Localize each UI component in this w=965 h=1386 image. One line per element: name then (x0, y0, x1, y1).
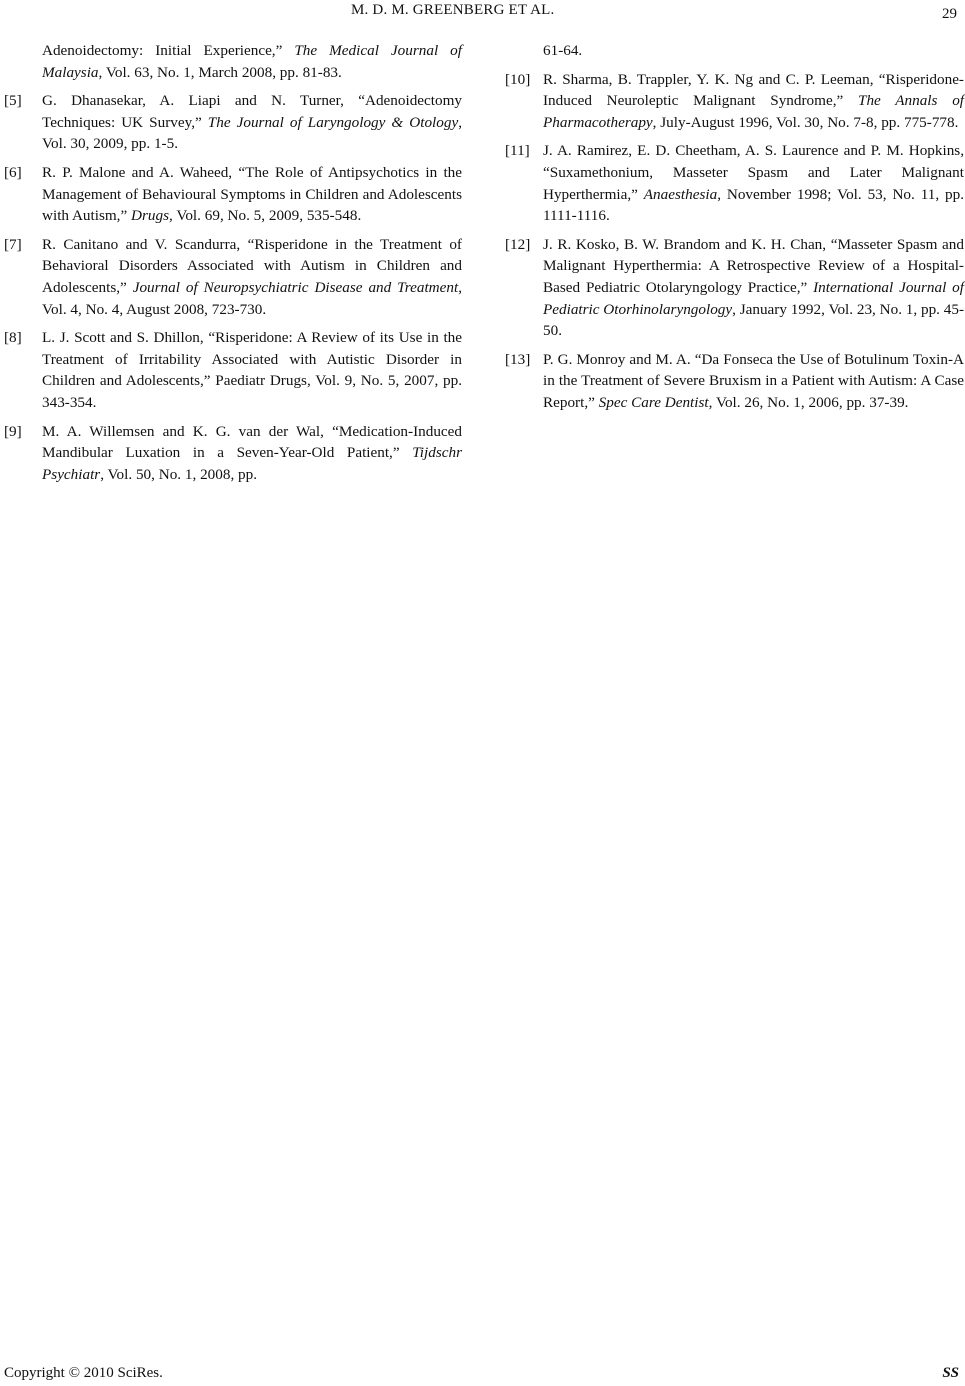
reference-body (42, 234, 462, 320)
reference-text: J. R. Kosko, B. W. Brandom and K. H. Chan, “Masseter Spasm and Malignant Hyperthermia: A Retrospective Review of a Hospital-Based Pediatric Otolaryngology Practice,” (543, 235, 964, 296)
reference-text: 61-64. (543, 42, 583, 59)
reference-text: R. Sharma, B. Trappler, Y. K. Ng and C. P. Leeman, “Risperidone-Induced Neuroleptic Malignant Syndrome,” (543, 70, 964, 110)
reference-continuation (505, 40, 964, 62)
reference-list (505, 69, 964, 414)
reference-continuation (4, 40, 462, 83)
reference-text: , July-August 1996, Vol. 30, No. 7-8, pp. 775-778. (652, 113, 959, 131)
reference-text: , Vol. 69, No. 5, 2009, 535-548. (169, 207, 362, 225)
reference-body (543, 234, 964, 342)
reference-text: , November 1998; Vol. 53, No. 11, pp. 1111-1116. (543, 185, 964, 225)
reference-source-title: Drugs (131, 207, 170, 225)
reference-text: Adenoidectomy: Initial Experience,” (42, 42, 295, 59)
page-header (0, 2, 965, 24)
reference-text: , Vol. 30, 2009, pp. 1-5. (42, 113, 462, 153)
page-footer (0, 1365, 965, 1385)
reference-item (505, 349, 964, 414)
reference-number: [13] (505, 350, 531, 368)
reference-text: J. A. Ramirez, E. D. Cheetham, A. S. Laurence and P. M. Hopkins, “Suxamethonium, Masseter Spasm and Later Malignant Hyperthermia,” (543, 142, 964, 203)
reference-item (4, 421, 462, 486)
reference-item (505, 140, 964, 226)
copyright-notice: Copyright © 2010 SciRes. (4, 1365, 163, 1381)
reference-number: [12] (505, 235, 531, 253)
left-column (4, 40, 462, 492)
reference-source-title: The Annals of Pharmacotherapy (543, 92, 965, 131)
reference-body (543, 349, 964, 414)
reference-text: P. G. Monroy and M. A. “Da Fonseca the Use of Botulinum Toxin-A in the Treatment of Severe Bruxism in a Patient with Autism: A Case Report,” (543, 350, 964, 411)
reference-body (42, 162, 462, 227)
page-number: 29 (942, 6, 957, 22)
right-column (505, 40, 964, 421)
reference-number: [11] (505, 142, 530, 160)
reference-item (4, 234, 462, 320)
reference-number: [5] (4, 92, 22, 110)
reference-text: L. J. Scott and S. Dhillon, “Risperidone: A Review of its Use in the Treatment of Irritability Associated with Autistic Disorder in Children and Adolescents,” Paediatr Drugs, Vol. 9, No. 5, 2007, pp. 343-354. (42, 329, 462, 411)
reference-number: [7] (4, 235, 22, 253)
reference-body (543, 140, 964, 226)
reference-number: [8] (4, 329, 22, 347)
reference-body (42, 90, 462, 155)
reference-text: G. Dhanasekar, A. Liapi and N. Turner, “Adenoidectomy Techniques: UK Survey,” (42, 92, 462, 131)
reference-text: , Vol. 26, No. 1, 2006, pp. 37-39. (708, 393, 909, 411)
reference-item (4, 162, 462, 227)
reference-source-title: The Journal of Laryngology & Otology (207, 113, 459, 131)
reference-text: , Vol. 50, No. 1, 2008, pp. (100, 465, 258, 483)
reference-item (4, 327, 462, 413)
reference-text: , January 1992, Vol. 23, No. 1, pp. 45-50. (543, 300, 965, 340)
reference-source-title: The Medical Journal of Malaysia (42, 42, 462, 81)
reference-text: M. A. Willemsen and K. G. van der Wal, “Medication-Induced Mandibular Luxation in a Seven-Year-Old Patient,” (42, 422, 462, 462)
reference-text: R. Canitano and V. Scandurra, “Risperidone in the Treatment of Behavioral Disorders Associated with Autism in Children and Adolescents,” (42, 235, 462, 296)
reference-source-title: Journal of Neuropsychiatric Disease and Treatment (132, 278, 459, 296)
reference-source-title: Spec Care Dentist (598, 393, 709, 411)
reference-item (505, 234, 964, 342)
reference-text: , Vol. 63, No. 1, March 2008, pp. 81-83. (98, 63, 342, 81)
reference-item (505, 69, 964, 134)
reference-number: [9] (4, 422, 22, 440)
reference-text: , Vol. 4, No. 4, August 2008, 723-730. (42, 278, 462, 318)
journal-mark: SS (942, 1365, 959, 1381)
reference-body (42, 421, 462, 486)
reference-body (42, 327, 462, 413)
running-head: M. D. M. GREENBERG ET AL. (351, 2, 555, 18)
reference-body (543, 69, 964, 134)
reference-source-title: International Journal of Pediatric Otorhinolaryngology (543, 278, 964, 318)
reference-item (4, 90, 462, 155)
reference-list (4, 90, 462, 485)
reference-number: [6] (4, 163, 22, 181)
reference-text: R. P. Malone and A. Waheed, “The Role of Antipsychotics in the Management of Behavioural Symptoms in Children and Adolescents with Autism,” (42, 163, 462, 225)
reference-source-title: Tijdschr Psychiatr (42, 444, 462, 483)
reference-number: [10] (505, 70, 531, 88)
reference-source-title: Anaesthesia (643, 185, 718, 203)
